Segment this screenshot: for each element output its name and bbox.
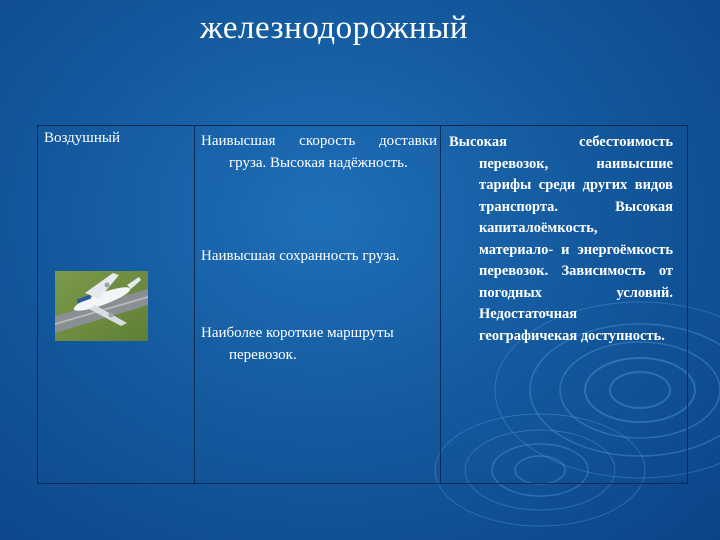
advantage-routes: Наиболее короткие маршруты перевозок. <box>201 325 394 363</box>
transport-mode-label: Воздушный <box>44 130 120 146</box>
transport-mode-cell <box>38 126 195 483</box>
transport-table <box>37 125 688 484</box>
slide-title: железнодорожный <box>200 10 469 46</box>
airplane-photo-icon <box>55 271 148 341</box>
disadvantages-text: Высокая себестоимость перевозок, наивысшие тарифы среди других видов транспорта. Высокая капиталоёмкость, материало- и энергоёмкость перевозок. Зависимость от погодных условий. Недостаточная географичекая доступность. <box>449 134 673 344</box>
advantage-safety: Наивысшая сохранность груза. <box>201 248 400 264</box>
advantage-speed: Наивысшая скорость доставки груза. Высокая надёжность. <box>201 133 437 171</box>
advantages-cell <box>195 126 441 483</box>
disadvantages-cell <box>441 126 687 483</box>
